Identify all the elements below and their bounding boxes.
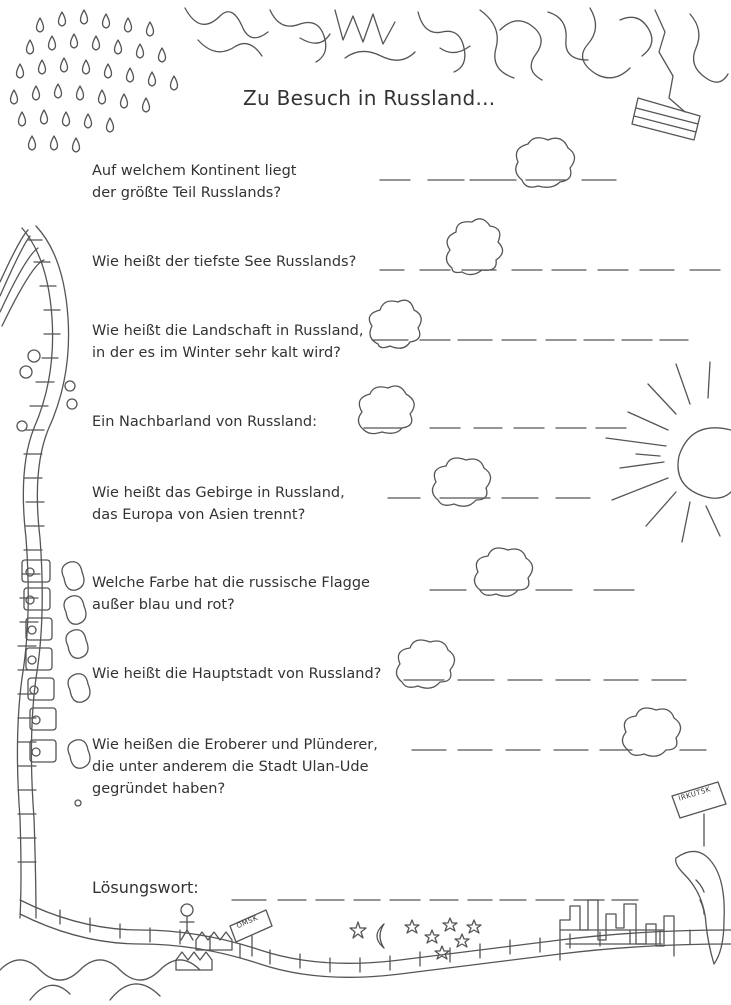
question-4-line-1: Ein Nachbarland von Russland: bbox=[92, 414, 318, 430]
question-1-line-1: Auf welchem Kontinent liegt bbox=[92, 163, 297, 179]
answer-blanks-q8 bbox=[412, 708, 706, 756]
question-5 bbox=[92, 482, 345, 526]
omsk-sign-label: OMSK bbox=[235, 913, 260, 931]
question-8-line-3: gegründet haben? bbox=[92, 781, 226, 797]
answer-blanks-q7 bbox=[396, 640, 686, 688]
question-3-line-2: in der es im Winter sehr kalt wird? bbox=[92, 345, 341, 361]
question-5-line-2: das Europa von Asien trennt? bbox=[92, 507, 306, 523]
answer-blanks-q4 bbox=[358, 386, 626, 434]
question-7 bbox=[92, 663, 381, 685]
question-2-line-1: Wie heißt der tiefste See Russlands? bbox=[92, 254, 357, 270]
question-3-line-1: Wie heißt die Landschaft in Russland, bbox=[92, 323, 364, 339]
question-2 bbox=[92, 251, 356, 273]
answer-blanks-q1 bbox=[380, 138, 616, 188]
question-7-line-1: Wie heißt die Hauptstadt von Russland? bbox=[92, 666, 382, 682]
houses-icon-group bbox=[176, 932, 232, 970]
question-1 bbox=[92, 160, 296, 204]
question-3 bbox=[92, 320, 363, 364]
sun-icon bbox=[606, 362, 731, 542]
page-title: Zu Besuch in Russland... bbox=[243, 86, 496, 110]
bush-icon-group-left bbox=[62, 562, 90, 806]
question-8 bbox=[92, 734, 378, 800]
hills-bottom bbox=[0, 960, 200, 1000]
question-4 bbox=[92, 411, 317, 433]
answer-blanks-q5 bbox=[388, 458, 590, 506]
question-1-line-2: der größte Teil Russlands? bbox=[92, 185, 282, 201]
answer-blanks-q2 bbox=[380, 219, 720, 275]
solution-word-label: Lösungswort: bbox=[92, 878, 199, 897]
raindrop-icon-cluster bbox=[11, 10, 178, 152]
answer-blanks-q6 bbox=[430, 548, 634, 596]
irkutsk-sign-label: IRKUTSK bbox=[677, 785, 712, 803]
city-skyline-icon bbox=[560, 900, 674, 960]
question-6 bbox=[92, 572, 370, 616]
question-8-line-2: die unter anderem die Stadt Ulan-Ude bbox=[92, 759, 369, 775]
railway-track-left bbox=[17, 226, 68, 918]
question-6-line-2: außer blau und rot? bbox=[92, 597, 235, 613]
answer-blanks-q3 bbox=[369, 300, 688, 348]
lake-baikal-shape bbox=[676, 851, 725, 964]
flag-icon bbox=[632, 98, 700, 140]
stick-figure-icon bbox=[180, 904, 194, 940]
field-lines-left bbox=[0, 230, 44, 326]
question-8-line-1: Wie heißen die Eroberer und Plünderer, bbox=[92, 737, 378, 753]
question-5-line-1: Wie heißt das Gebirge in Russland, bbox=[92, 485, 345, 501]
question-6-line-1: Welche Farbe hat die russische Flagge bbox=[92, 575, 370, 591]
